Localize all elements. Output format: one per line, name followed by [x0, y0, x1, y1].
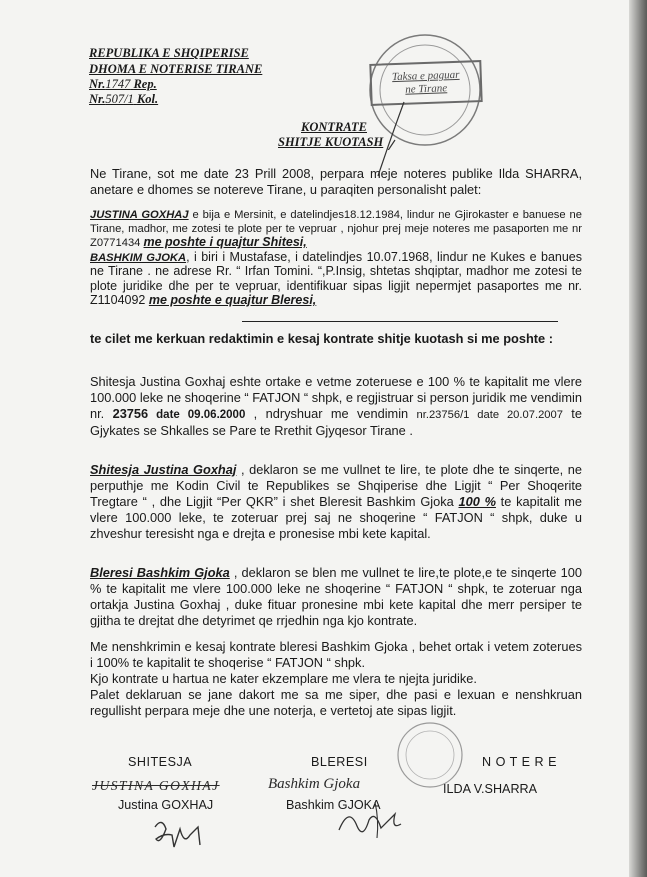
- notary-signature-label: N O T E R E: [482, 755, 558, 769]
- separator-line: [242, 321, 558, 322]
- header-chamber: DHOMA E NOTERISE TIRANE: [89, 62, 263, 76]
- seller-signature-label: SHITESJA: [128, 755, 193, 769]
- notary-printed-name: ILDA V.SHARRA: [443, 782, 538, 796]
- buyer-handwritten-name: Bashkim Gjoka: [268, 776, 361, 792]
- intro-paragraph: Ne Tirane, sot me date 23 Prill 2008, perpara meje noteres publike Ilda SHARRA, anetare e dhomes se notereve Tirane, u paraqiten personalisht palet:: [90, 166, 582, 197]
- rep-number: 1747: [105, 77, 131, 91]
- rep-suffix: Rep.: [133, 77, 157, 91]
- buyer-details: , i biri i Mustafase, i datelindjes 10.07.1968, lindur ne Kukes e banues ne Tirane . ne adrese Rr. “ Irfan Tomini. “,P.Insig, shtetas shqiptar, madhor me zotesi te plote juridike dhe per te vepruar, identifikuar sipas ligjit nepermjet pasaportes me nr. Z1104092: [90, 249, 582, 307]
- capital-text-e: te Gjykates se Shkalles se Pare te Rrethit Gjyqesor Tirane .: [90, 406, 582, 438]
- seller-role: me poshte i quajtur Shitesi,: [143, 235, 307, 249]
- seller-name: JUSTINA GOXHAJ: [90, 209, 189, 221]
- share-percentage: 100 %: [458, 494, 496, 509]
- seller-signature-scribble: [150, 815, 210, 855]
- buyer-declaration-paragraph: [90, 565, 582, 629]
- contract-subtitle: SHITJE KUOTASH: [278, 135, 384, 149]
- notary-seal-stamp: [385, 720, 475, 790]
- kol-number: 507/1: [105, 92, 134, 106]
- decision-date: date 09.06.2000: [148, 409, 246, 421]
- seller-declaration-text-b: te kapitalit me vlere 100.000 leke, te zoteruar prej saj ne shoqerine “ FATJON “ shpk, duke u zhveshur teresisht nga e drejta e pronesise mbi kete kapital.: [90, 494, 582, 541]
- seller-declaration-text-a: , deklaron se me vullnet te lire, te plote dhe te sinqerte, ne perputhje me Kodin Civil te Republikes se Shqiperise dhe Ligjit “ Per Shoqerite Tregtare “ , dhe Ligjit “Per QKR” i shet Bleresit Bashkim Gjoka: [90, 462, 582, 509]
- seller-declaration-paragraph: [90, 462, 582, 542]
- capital-paragraph: [90, 374, 582, 439]
- copies-paragraph: Kjo kontrate u hartua ne kater ekzemplare me vlera te njejta juridike.: [90, 671, 477, 686]
- capital-text-a: Shitesja Justina Goxhaj eshte ortake e vetme zoteruese e 100 % te kapitalit me vlere 100.000 leke ne shoqerine “ FATJON “ shpk, e regjistruar si person juridik me vendimin nr.: [90, 374, 582, 421]
- agreement-paragraph: Palet deklaruan se jane dakort me sa me siper, dhe pasi e lexuan e nenshkruan regullisht perpara meje dhe une noterja, e vertetoj ate sipas ligjit.: [90, 687, 582, 718]
- contract-title: KONTRATE: [301, 120, 367, 134]
- parties-paragraph: [90, 209, 582, 309]
- kol-prefix: Nr.: [89, 92, 106, 106]
- tax-stamp-line1: Taksa e paguar: [391, 68, 460, 84]
- buyer-declaration-text: , deklaron se blen me vullnet te lire,te plote,e te sinqerte 100 % te kapitalit me vlere 100.000 leke ne shoqerine “ FATJON “ shpk, te zoteruar nga ortakja Justina Goxhaj , duke fituar pronesine mbi kete kapital dhe merr persiper te gjitha te drejtat dhe detyrimet qe rrjedhin nga kjo kontrate.: [90, 565, 582, 628]
- notary-signature-scribble: [335, 800, 405, 845]
- tax-stamp-line2: ne Tirane: [405, 82, 448, 96]
- seller-declaration-name: Shitesja Justina Goxhaj: [90, 462, 237, 477]
- seller-handwritten-name: JUSTINA GOXHAJ: [92, 778, 220, 793]
- decision-number: 23756: [112, 406, 149, 421]
- buyer-name: BASHKIM GJOKA: [90, 251, 187, 264]
- header-kol-number: [89, 92, 158, 107]
- amended-decision: nr.23756/1 date 20.07.2007: [416, 409, 563, 421]
- page-shadow-edge: [629, 0, 647, 877]
- capital-text-c: , ndryshuar me vendimin: [245, 406, 417, 421]
- request-paragraph: te cilet me kerkuan redaktimin e kesaj kontrate shitje kuotash si me poshte :: [90, 331, 553, 346]
- seller-printed-name: Justina GOXHAJ: [118, 798, 214, 812]
- header-republic: REPUBLIKA E SHQIPERISE: [89, 46, 249, 60]
- kol-suffix: Kol.: [136, 92, 159, 106]
- buyer-role: me poshte e quajtur Bleresi,: [148, 293, 317, 307]
- header-rep-number: [89, 77, 157, 92]
- rep-prefix: Nr.: [89, 77, 106, 91]
- buyer-printed-name: Bashkim GJOKA: [286, 798, 381, 812]
- buyer-signature-label: BLERESI: [311, 755, 368, 769]
- buyer-declaration-name: Bleresi Bashkim Gjoka: [90, 565, 230, 580]
- ownership-paragraph: Me nenshkrimin e kesaj kontrate bleresi Bashkim Gjoka , behet ortak i vetem zoterues i 100% te kapitalit te shoqerise “ FATJON “ shpk.: [90, 639, 582, 670]
- seller-details: e bija e Mersinit, e datelindjes18.12.1984, lindur ne Gjirokaster e banuese ne Tirane, madhor, me zotesi te plote per te vepruar , njohur prej meje noteres me pasaporten me nr Z0771434: [90, 209, 582, 249]
